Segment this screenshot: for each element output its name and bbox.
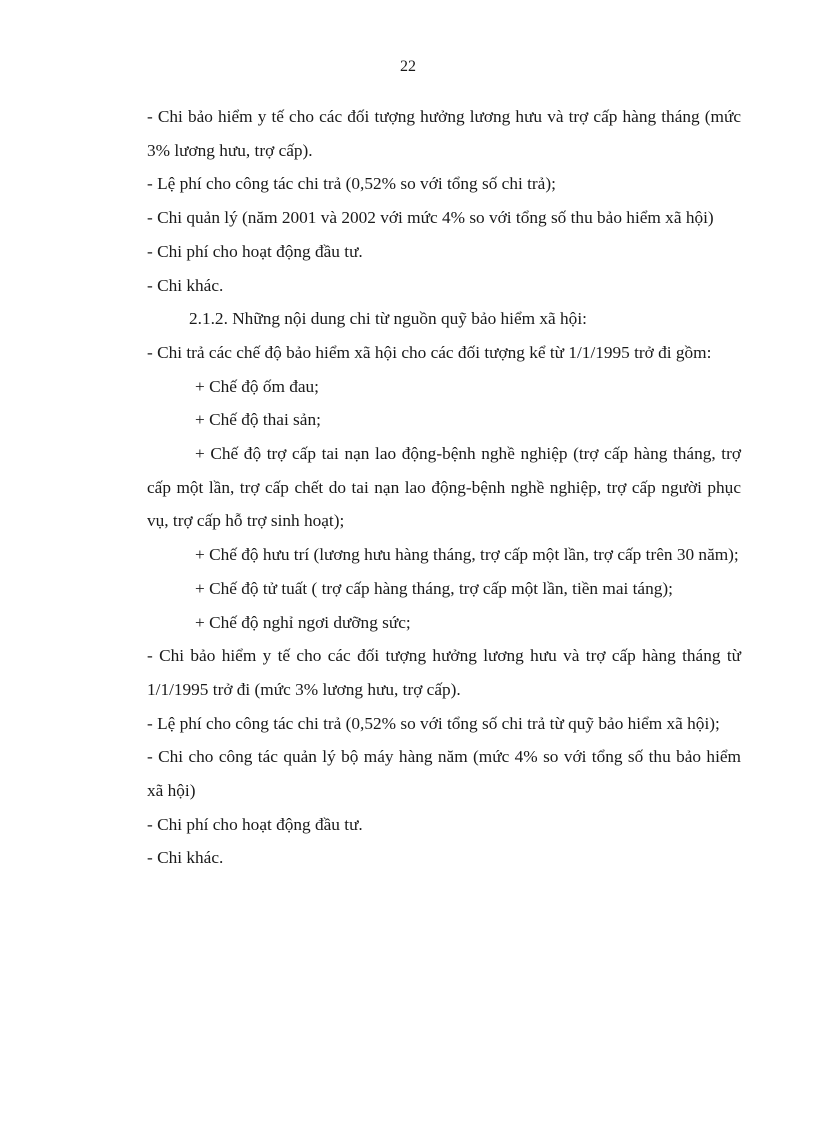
list-item: + Chế độ trợ cấp tai nạn lao động-bệnh nghề nghiệp (trợ cấp hàng tháng, trợ cấp một lần, trợ cấp chết do tai nạn lao động-bệnh nghề nghiệp, trợ cấp người phục vụ, trợ cấp hỗ trợ sinh hoạt); [147,444,741,531]
paragraph: - Chi bảo hiểm y tế cho các đối tượng hưởng lương hưu và trợ cấp hàng tháng từ 1/1/1995 trở đi (mức 3% lương hưu, trợ cấp). [147,646,741,699]
document-body [147,100,741,875]
list-item: + Chế độ hưu trí (lương hưu hàng tháng, trợ cấp một lần, trợ cấp trên 30 năm); [195,545,739,565]
paragraph: - Chi phí cho hoạt động đầu tư. [147,241,363,261]
section-heading: 2.1.2. Những nội dung chi từ nguồn quỹ bảo hiểm xã hội: [189,309,587,329]
list-item: + Chế độ tử tuất ( trợ cấp hàng tháng, trợ cấp một lần, tiền mai táng); [195,578,673,598]
paragraph: - Chi khác. [147,848,224,868]
paragraph: - Chi bảo hiểm y tế cho các đối tượng hưởng lương hưu và trợ cấp hàng tháng (mức 3% lương hưu, trợ cấp). [147,107,741,160]
paragraph: - Lệ phí cho công tác chi trả (0,52% so với tổng số chi trả); [147,174,556,194]
list-item: + Chế độ thai sản; [195,410,321,430]
paragraph: - Lệ phí cho công tác chi trả (0,52% so với tổng số chi trả từ quỹ bảo hiểm xã hội); [147,713,720,733]
page-number: 22 [400,58,416,75]
paragraph: - Chi trả các chế độ bảo hiểm xã hội cho các đối tượng kể từ 1/1/1995 trở đi gồm: [147,342,712,362]
list-item: + Chế độ ốm đau; [195,376,319,396]
paragraph: - Chi quản lý (năm 2001 và 2002 với mức 4% so với tổng số thu bảo hiểm xã hội) [147,208,714,228]
paragraph: - Chi khác. [147,275,224,295]
paragraph: - Chi cho công tác quản lý bộ máy hàng năm (mức 4% so với tổng số thu bảo hiểm xã hội) [147,747,741,801]
list-item: + Chế độ nghỉ ngơi dưỡng sức; [195,612,411,632]
paragraph: - Chi phí cho hoạt động đầu tư. [147,814,363,834]
